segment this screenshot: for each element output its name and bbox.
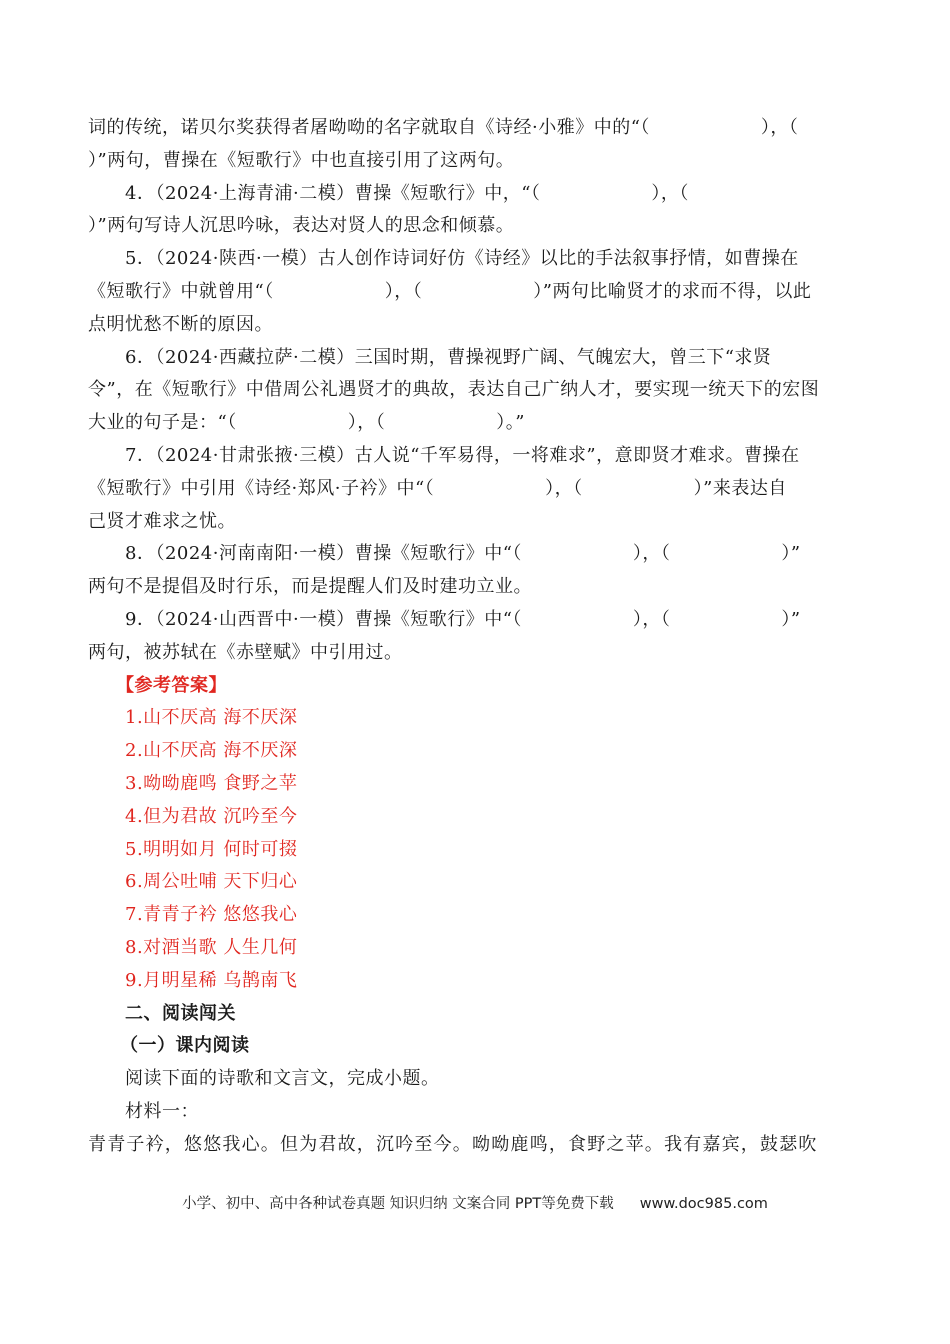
text-line: ）”两句，曹操在《短歌行》中也直接引用了这两句。: [88, 149, 515, 171]
answer-item: 7.青青子衿 悠悠我心: [125, 904, 298, 926]
instruction-text: 阅读下面的诗歌和文言文，完成小题。: [125, 1068, 440, 1090]
answer-item: 8.对酒当歌 人生几何: [125, 936, 298, 958]
answer-item: 6.周公吐哺 天下归心: [125, 871, 298, 893]
text-line: 点明忧愁不断的原因。: [88, 313, 273, 335]
text-line: 词的传统，诺贝尔奖获得者屠呦呦的名字就取自《诗经·小雅》中的“（ ），（: [88, 117, 799, 138]
question-4: 4．（2024·上海青浦·二模）曹操《短歌行》中，“（ ），（: [125, 182, 689, 204]
answer-item: 4.但为君故 沉吟至今: [125, 805, 298, 827]
emphasis-char: 鸣: [529, 1133, 549, 1155]
text-line: 《短歌行》中就曾用“（ ），（ ）”两句比喻贤才的求而不得，以此: [88, 280, 812, 302]
question-8: 8．（2024·河南南阳·一模）曹操《短歌行》中“（ ），（ ）”: [125, 543, 801, 565]
answer-item: 1.山不厌高 海不厌深: [125, 707, 298, 729]
footer-url: www.doc985.com: [639, 1196, 768, 1212]
text-line: 《短歌行》中引用《诗经·郑风·子衿》中“（ ），（ ）”来表达自: [88, 477, 787, 499]
answer-item: 2.山不厌高 海不厌深: [125, 740, 298, 762]
footer-text: 小学、初中、高中各种试卷真题 知识归纳 文案合同 PPT等免费下载: [182, 1196, 614, 1212]
answer-item: 5.明明如月 何时可掇: [125, 838, 298, 860]
text-line: 己贤才难求之忧。: [88, 510, 236, 532]
answer-item: 9.月明星稀 乌鹊南飞: [125, 969, 298, 991]
text-line: 两句，被苏轼在《赤壁赋》中引用过。: [88, 641, 403, 663]
text-line: ）”两句写诗人沉思吟咏，表达对贤人的思念和倾慕。: [88, 215, 515, 237]
question-9: 9．（2024·山西晋中·一模）曹操《短歌行》中“（ ），（ ）”: [125, 608, 801, 630]
poem-text-a: 青青子衿，悠悠我心。但为君故，沉吟至今。呦呦: [88, 1133, 511, 1155]
section-title: 二、阅读闯关: [125, 1002, 236, 1024]
emphasis-char: 鹿: [510, 1133, 530, 1155]
poem-line: [88, 1129, 864, 1162]
page-footer: [0, 1192, 950, 1213]
section-subtitle: （一）课内阅读: [120, 1035, 250, 1057]
material-label: 材料一：: [125, 1100, 199, 1122]
question-6: 6．（2024·西藏拉萨·二模）三国时期，曹操视野广阔、气魄宏大，曾三下“求贤: [125, 346, 772, 368]
text-line: 大业的句子是：“（ ），（ ）。”: [88, 412, 525, 434]
question-5: 5．（2024·陕西·一模）古人创作诗词好仿《诗经》以比的手法叙事抒情，如曹操在: [125, 248, 799, 270]
text-line: 令”，在《短歌行》中借周公礼遇贤才的典故，表达自己广纳人才，要实现一统天下的宏图: [88, 379, 820, 401]
answer-header: 【参考答案】: [116, 674, 227, 696]
answer-item: 3.呦呦鹿鸣 食野之苹: [125, 772, 298, 794]
poem-text-b: ，食野之苹。我有嘉宾，鼓瑟吹: [548, 1133, 818, 1155]
text-line: 两句不是提倡及时行乐，而是提醒人们及时建功立业。: [88, 576, 532, 598]
question-7: 7．（2024·甘肃张掖·三模）古人说“千军易得，一将难求”，意即贤才难求。曹操在: [125, 444, 800, 466]
document-body: [88, 112, 864, 1162]
